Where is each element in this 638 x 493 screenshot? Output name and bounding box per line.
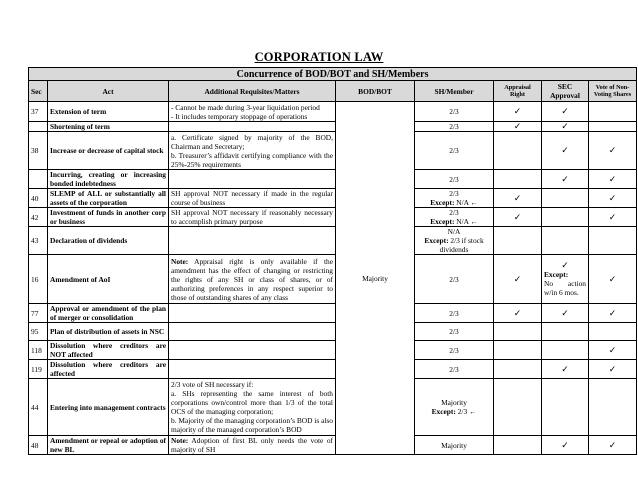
sh-vote-line: 2/3 [449, 107, 459, 116]
sh-vote [415, 304, 494, 323]
sh-vote-line: 2/3 [449, 146, 459, 155]
appraisal-cell [494, 436, 542, 455]
nonvoting-cell [589, 436, 637, 455]
sec-approval-cell [542, 227, 589, 255]
sec-exception-line: No action [544, 279, 586, 288]
sh-vote [415, 379, 494, 436]
requisite-line: a. Certificate signed by majority of the BOD, Chairman and Secretary; [171, 132, 333, 151]
check-icon: ✓ [608, 192, 617, 203]
nonvoting-cell [589, 323, 637, 341]
nonvoting-cell [589, 379, 637, 436]
appraisal-cell [494, 208, 542, 227]
sh-vote-line: Except: 2/3 if stock dividends [424, 236, 484, 254]
check-icon: ✓ [608, 439, 617, 450]
sec-approval-cell [542, 255, 589, 304]
sec-approval-cell [542, 323, 589, 341]
check-icon: ✓ [561, 260, 569, 270]
section-number: 38 [29, 132, 48, 170]
table-row [29, 189, 637, 208]
sh-vote [415, 360, 494, 379]
table-row [29, 323, 637, 341]
nonvoting-cell [589, 132, 637, 170]
nonvoting-cell [589, 341, 637, 360]
requisite-line: SH approval NOT necessary if made in the regular course of business [171, 189, 333, 207]
check-icon: ✓ [561, 106, 569, 116]
nonvoting-cell [589, 360, 637, 379]
nonvoting-cell [589, 208, 637, 227]
header-sh: SH/Member [415, 81, 494, 102]
table-row [29, 170, 637, 189]
requisites [169, 341, 336, 360]
sec-approval-cell [542, 208, 589, 227]
sh-vote-line: 2/3 [449, 308, 459, 318]
table-row [29, 132, 637, 170]
table-row [29, 255, 637, 304]
check-icon: ✓ [513, 106, 522, 116]
act-name: Plan of distribution of assets in NSC [48, 323, 169, 341]
act-name: Declaration of dividends [48, 227, 169, 255]
requisites [169, 304, 336, 323]
act-name: Shortening of term [48, 122, 169, 132]
requisites [169, 208, 336, 227]
check-icon: ✓ [561, 121, 569, 131]
header-act: Act [48, 81, 169, 102]
section-number [29, 122, 48, 132]
act-name: Extension of term [48, 102, 169, 122]
nonvoting-cell [589, 102, 637, 122]
check-icon: ✓ [608, 211, 617, 222]
act-name: Entering into management contracts [48, 379, 169, 436]
act-name: Amendment or repeal or adoption of new BL [48, 436, 169, 455]
sec-approval-cell [542, 436, 589, 455]
requisites [169, 436, 336, 455]
section-number [29, 170, 48, 189]
appraisal-cell [494, 170, 542, 189]
header-requisites: Additional Requisites/Matters [169, 81, 336, 102]
requisite-line: b. Majority of the managing corporation’s BOD is also majority of the managed corporation’s BOD [171, 416, 333, 434]
act-name: Dissolution where creditors are NOT affected [48, 341, 169, 360]
appraisal-cell [494, 341, 542, 360]
sec-approval-cell [542, 360, 589, 379]
sec-approval-cell [542, 122, 589, 132]
act-name: Incurring, creating or increasing bonded indebtedness [48, 170, 169, 189]
nonvoting-cell [589, 255, 637, 304]
section-number: 43 [29, 227, 48, 255]
nonvoting-cell [589, 189, 637, 208]
header-row [29, 81, 637, 102]
sh-vote [415, 122, 494, 132]
sec-exception-line: Except: [544, 270, 569, 279]
appraisal-cell [494, 102, 542, 122]
sh-vote-line: 2/3 [449, 327, 459, 336]
sh-vote-line: 2/3 [449, 122, 459, 131]
requisites [169, 122, 336, 132]
section-number: 119 [29, 360, 48, 379]
sec-approval-cell [542, 132, 589, 170]
requisites [169, 170, 336, 189]
sh-vote-line: 2/3 [449, 174, 459, 184]
table-row [29, 341, 637, 360]
section-number: 37 [29, 102, 48, 122]
sec-approval-cell [542, 102, 589, 122]
sh-vote [415, 227, 494, 255]
sec-approval-cell [542, 341, 589, 360]
check-icon: ✓ [608, 273, 617, 284]
requisites [169, 189, 336, 208]
nonvoting-cell [589, 122, 637, 132]
table-row [29, 227, 637, 255]
sh-vote [415, 255, 494, 304]
sh-vote-line: Except: 2/3 ← [431, 407, 477, 416]
requisites [169, 255, 336, 304]
sec-approval-cell [542, 189, 589, 208]
appraisal-cell [494, 255, 542, 304]
act-name: Increase or decrease of capital stock [48, 132, 169, 170]
requisites [169, 323, 336, 341]
header-sec-approval: SEC Approval [542, 81, 589, 102]
section-number: 48 [29, 436, 48, 455]
requisite-line: - Cannot be made during 3-year liquidation period [171, 102, 320, 112]
appraisal-cell [494, 189, 542, 208]
nonvoting-cell [589, 227, 637, 255]
sh-vote-line: 2/3 [449, 189, 459, 198]
table-row [29, 436, 637, 455]
check-icon: ✓ [513, 121, 522, 131]
appraisal-cell [494, 360, 542, 379]
sh-vote-line: Majority [441, 398, 467, 407]
requisites [169, 227, 336, 255]
section-number: 77 [29, 304, 48, 323]
check-icon: ✓ [608, 145, 617, 155]
check-icon: ✓ [608, 173, 617, 184]
requisites [169, 102, 336, 122]
appraisal-cell [494, 132, 542, 170]
table-row [29, 122, 637, 132]
sh-vote-line: 2/3 [449, 345, 459, 355]
act-name: Amendment of AoI [48, 255, 169, 304]
act-name: Investment of funds in another corp or business [48, 208, 169, 227]
appraisal-cell [494, 323, 542, 341]
sh-vote [415, 341, 494, 360]
sh-vote [415, 170, 494, 189]
section-number: 42 [29, 208, 48, 227]
section-number: 118 [29, 341, 48, 360]
page-title: CORPORATION LAW [254, 50, 384, 64]
nonvoting-cell [589, 170, 637, 189]
appraisal-cell [494, 227, 542, 255]
sec-approval-cell [542, 170, 589, 189]
check-icon: ✓ [608, 344, 617, 355]
sh-vote [415, 208, 494, 227]
section-number: 16 [29, 255, 48, 304]
sh-vote-line: Except: N/A ← [430, 217, 478, 226]
sh-vote [415, 436, 494, 455]
appraisal-cell [494, 304, 542, 323]
requisite-line: a. SHs representing the same interest of both corporations own/control more than 1/3 of the total OCS of the managing corporation; [171, 389, 333, 416]
sh-vote-line: N/A [447, 227, 461, 236]
check-icon: ✓ [561, 145, 569, 155]
table-row [29, 208, 637, 227]
check-icon: ✓ [513, 192, 522, 203]
header-nonvoting: Vote of Non-Voting Shares [589, 81, 637, 102]
check-icon: ✓ [608, 307, 617, 318]
appraisal-cell [494, 379, 542, 436]
sh-vote [415, 323, 494, 341]
check-icon: ✓ [561, 363, 569, 374]
check-icon: ✓ [561, 307, 569, 318]
concurrence-table [28, 67, 637, 455]
sec-exception-line: w/in 6 mos. [544, 288, 579, 297]
check-icon: ✓ [561, 173, 569, 184]
check-icon: ✓ [608, 363, 617, 374]
requisite-line: Note: Appraisal right is only available if the amendment has the effect of changing or restricting the rights of any SH or class of shares, or of authorizing preferences in any respect superior to those of outstanding shares of any class [171, 256, 333, 302]
table-row [29, 304, 637, 323]
act-name: Approval or amendment of the plan of merger or consolidation [48, 304, 169, 323]
nonvoting-cell [589, 304, 637, 323]
act-name: SLEMP of ALL or substantially all assets of the corporation [48, 189, 169, 208]
sh-vote-line: 2/3 [449, 274, 459, 284]
section-number: 95 [29, 323, 48, 341]
check-icon: ✓ [561, 439, 569, 450]
sec-approval-cell [542, 379, 589, 436]
act-name: Dissolution where creditors are affected [48, 360, 169, 379]
check-icon: ✓ [513, 273, 522, 284]
table-row [29, 360, 637, 379]
requisite-line: b. Treasurer’s affidavit certifying compliance with the 25%-25% requirements [171, 150, 333, 169]
check-icon: ✓ [513, 211, 522, 222]
sh-vote-line: Except: N/A ← [430, 198, 478, 207]
requisites [169, 379, 336, 436]
header-sec: Sec [29, 81, 48, 102]
requisite-line: 2/3 vote of SH necessary if: [171, 380, 254, 389]
sh-vote-line: 2/3 [449, 364, 459, 374]
table-row [29, 102, 637, 122]
sh-vote [415, 102, 494, 122]
sec-approval-cell [542, 304, 589, 323]
sh-vote-line: 2/3 [449, 208, 459, 217]
sh-vote [415, 189, 494, 208]
requisite-line: Note: Adoption of first BL only needs the vote of majority of SH [171, 436, 333, 454]
header-appraisal: Appraisal Right [494, 81, 542, 102]
table-banner: Concurrence of BOD/BOT and SH/Members [29, 68, 637, 81]
header-bod: BOD/BOT [336, 81, 415, 102]
section-number: 40 [29, 189, 48, 208]
requisites [169, 132, 336, 170]
appraisal-cell [494, 122, 542, 132]
requisites [169, 360, 336, 379]
bod-vote: Majority [336, 102, 415, 455]
sh-vote-line: Majority [441, 440, 467, 450]
requisite-line: SH approval NOT necessary if reasonably necessary to accomplish primary purpose [171, 208, 333, 226]
requisite-line: - It includes temporary stoppage of operations [171, 111, 308, 121]
table-row [29, 379, 637, 436]
section-number: 44 [29, 379, 48, 436]
sh-vote [415, 132, 494, 170]
check-icon: ✓ [513, 307, 522, 318]
